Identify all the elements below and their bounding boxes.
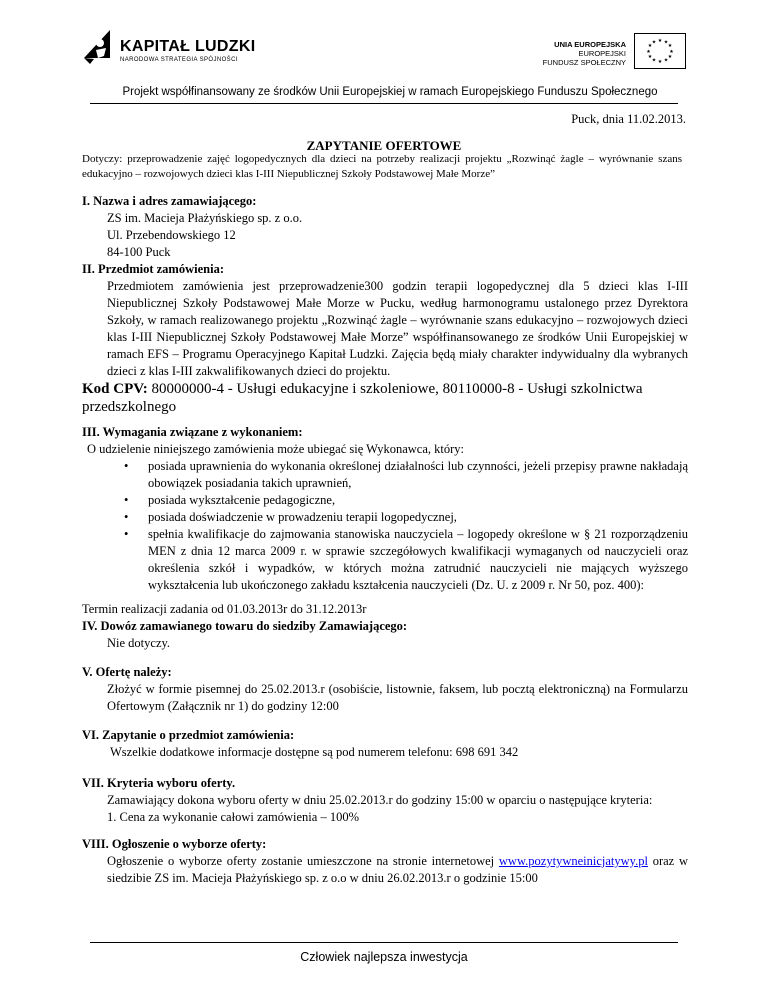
section-1-body bbox=[107, 210, 302, 261]
section-3-intro: O udzielenie niniejszego zamówienia może ubiegać się Wykonawca, który: bbox=[87, 442, 465, 456]
section-1-heading: I. Nazwa i adres zamawiającego: bbox=[82, 194, 257, 208]
eu-stars-icon bbox=[635, 34, 685, 68]
address-line: Ul. Przebendowskiego 12 bbox=[107, 228, 236, 242]
list-item: • posiada wykształcenie pedagogiczne, bbox=[124, 493, 336, 507]
footer-slogan: Człowiek najlepsza inwestycja bbox=[300, 950, 468, 964]
eu-logo-text bbox=[528, 40, 626, 67]
requirements-list bbox=[124, 458, 688, 594]
kapital-ludzki-title: KAPITAŁ LUDZKI bbox=[120, 38, 256, 55]
svg-text:★: ★ bbox=[667, 54, 673, 60]
section-5-heading: V. Ofertę należy: bbox=[82, 665, 172, 679]
section-8-heading: VIII. Ogłoszenie o wyborze oferty: bbox=[82, 837, 267, 851]
svg-text:★: ★ bbox=[663, 57, 669, 64]
section-3-heading: III. Wymagania związane z wykonaniem: bbox=[82, 425, 303, 439]
svg-text:★: ★ bbox=[667, 43, 673, 49]
section-5-body: Złożyć w formie pisemnej do 25.02.2013.r (osobiście, listownie, faksem, lub pocztą elektroniczną) na Formularzu Ofertowym (Załącznik nr 1) do godziny 12:00 bbox=[107, 682, 688, 713]
list-item: • posiada doświadczenie w prowadzeniu terapii logopedycznej, bbox=[124, 510, 457, 524]
date-line: Puck, dnia 11.02.2013. bbox=[571, 112, 686, 126]
bullet-icon: • bbox=[124, 459, 129, 473]
list-item: • posiada uprawnienia do wykonania określonej działalności lub czynności, jeżeli przepisy prawne nakładają obowiązek posiadania takich uprawnień, bbox=[124, 459, 688, 490]
criteria-item: 1. Cena za wykonanie całowi zamówienia – 100% bbox=[107, 810, 359, 824]
section-3-term: Termin realizacji zadania od 01.03.2013r do 31.12.2013r bbox=[82, 602, 367, 616]
section-7-heading: VII. Kryteria wyboru oferty. bbox=[82, 776, 236, 790]
kapital-ludzki-emblem-icon bbox=[80, 28, 114, 66]
bullet-icon: • bbox=[124, 527, 129, 541]
svg-text:★: ★ bbox=[651, 57, 657, 64]
header-divider bbox=[90, 103, 678, 104]
document-title: ZAPYTANIE OFERTOWE bbox=[306, 138, 462, 153]
section-8-text-before: Ogłoszenie o wyborze oferty zostanie umieszczone na stronie internetowej bbox=[107, 854, 499, 868]
eu-line2: EUROPEJSKI bbox=[578, 49, 626, 58]
list-item: • spełnia kwalifikacje do zajmowania stanowiska nauczyciela – logopedy określone w § 21 rozporządzeniu MEN z dnia 12 marca 2009 r. w sprawie szczegółowych kwalifikacji wymaganych od nauczycieli oraz określenia szkół i wypadków, w których można zatrudnić nauczycieli nie mających wyższego wykształcenia lub ukończonego zakładu kształcenia nauczycieli (Dz. U. z 2009 r. Nr 50, poz. 400): bbox=[124, 527, 688, 592]
criteria-intro: Zamawiający dokona wyboru oferty w dniu 25.02.2013.r do godziny 15:00 w oparciu o następujące kryteria: bbox=[107, 793, 653, 807]
section-8-body bbox=[107, 853, 688, 887]
website-link[interactable]: www.pozytywneinicjatywy.pl bbox=[498, 854, 648, 868]
svg-text:★: ★ bbox=[657, 59, 663, 65]
bullet-icon: • bbox=[124, 493, 129, 507]
address-line: 84-100 Puck bbox=[107, 245, 171, 259]
eu-line1: UNIA EUROPEJSKA bbox=[554, 40, 626, 49]
bullet-icon: • bbox=[124, 510, 129, 524]
footer-divider bbox=[90, 942, 678, 943]
section-4-body: Nie dotyczy. bbox=[107, 636, 171, 650]
svg-text:★: ★ bbox=[647, 54, 653, 60]
svg-text:★: ★ bbox=[669, 49, 674, 55]
svg-text:★: ★ bbox=[647, 43, 653, 49]
section-4-heading: IV. Dowóz zamawianego towaru do siedziby Zamawiającego: bbox=[82, 619, 408, 633]
section-6-body: Wszelkie dodatkowe informacje dostępne są pod numerem telefonu: 698 691 342 bbox=[110, 745, 519, 759]
cpv-paragraph bbox=[82, 380, 682, 416]
section-7-body bbox=[107, 792, 707, 826]
section-6-heading: VI. Zapytanie o przedmiot zamówienia: bbox=[82, 728, 295, 742]
cpv-text: 80000000-4 - Usługi edukacyjne i szkoleniowe, 80110000-8 - Usługi szkolnictwa przedszkolnego bbox=[82, 381, 643, 415]
section-2-body: Przedmiotem zamówienia jest przeprowadzenie300 godzin terapii logopedycznej dla 5 dzieci klas I-III Niepublicznej Szkoły Podstawowej Małe Morze w Pucku, według harmonogramu ustalonego przez Dyrektora Szkoły, w ramach realizowanego projektu „Rozwinąć żagle – wyrównanie szans edukacyjno – rozwojowych dzieci klas I-III Niepublicznej Szkoły Podstawowej Małe Morze” współfinansowanego ze środków Unii Europejskiej w ramach EFS – Programu Operacyjnego Kapitał Ludzki. Zajęcia będą miały charakter indywidualny dla wybranych dzieci z klas I-III zakwalifikowanych dzieci do projektu. bbox=[107, 279, 688, 378]
section-2-heading: II. Przedmiot zamówienia: bbox=[82, 262, 224, 276]
svg-text:★: ★ bbox=[646, 49, 651, 55]
cofinancing-note: Projekt współfinansowany ze środków Unii Europejskiej w ramach Europejskiego Funduszu Społecznego bbox=[122, 86, 658, 98]
svg-text:★: ★ bbox=[657, 38, 663, 44]
kapital-ludzki-subtitle: NARODOWA STRATEGIA SPÓJNOŚCI bbox=[120, 57, 238, 63]
regarding-note: Dotyczy: przeprowadzenie zajęć logopedycznych dla dzieci na potrzeby realizacji projektu „Rozwinąć żagle – wyrównanie szans edukacyjno – rozwojowych dzieci klas I-III Niepublicznej Szkoły Podstawowej Małe Morze” bbox=[82, 153, 682, 180]
svg-text:★: ★ bbox=[663, 39, 669, 46]
svg-text:★: ★ bbox=[651, 39, 657, 46]
section-8-text-after: oraz w siedzibie ZS im. Macieja Płażyńskiego sp. z o.o w dniu 26.02.2013.r o godzinie 15:00 bbox=[107, 854, 688, 885]
eu-line3: FUNDUSZ SPOŁECZNY bbox=[542, 58, 626, 67]
address-line: ZS im. Macieja Płażyńskiego sp. z o.o. bbox=[107, 211, 303, 225]
eu-flag-icon bbox=[634, 33, 686, 69]
cpv-label: Kod CPV: bbox=[82, 381, 148, 397]
kapital-ludzki-logo bbox=[80, 28, 260, 68]
